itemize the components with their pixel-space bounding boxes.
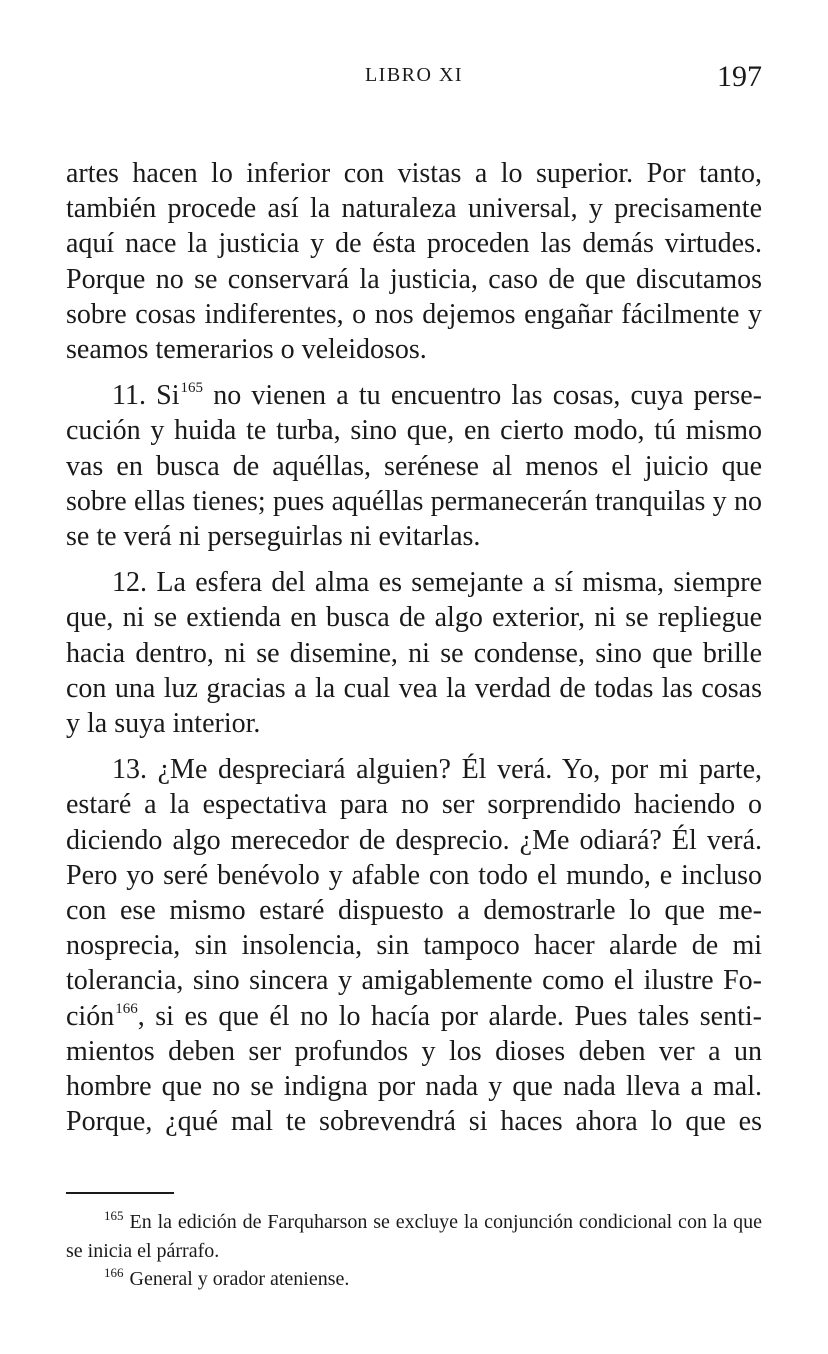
- page-number: 197: [717, 60, 762, 93]
- footnote-number: 165: [104, 1208, 124, 1223]
- main-text: [66, 156, 762, 1139]
- running-head: LIBRO XI: [364, 64, 464, 86]
- paragraph-12: 12. La esfera del alma es semejante a sí misma, siempre que, ni se extienda en busca de algo exterior, ni se repliegue hacia dentro, ni se disemine, ni se condense, sino que brille con una luz gracias a la cual vea la verdad de todas las cosas y la suya interior.: [66, 567, 762, 740]
- paragraph-11-rest: no vienen a tu encuentro las cosas, cuya persecución y huida te turba, sino que, en cierto modo, tú mismo vas en busca de aquéllas, serénese al menos el juicio que sobre ellas tienes; pues aquéllas permanecerán tranquilas y no se te verá ni perseguirlas ni evitarlas.: [66, 380, 762, 553]
- paragraph-13-start: 13. ¿Me despreciará alguien? Él verá. Yo, por mi parte, estaré a la espectativa para no ser sorprendido haciendo o diciendo algo merecedor de desprecio. ¿Me odiará? Él verá. Pero yo seré benévolo y afable con todo el mundo, e incluso con ese mismo estaré dispuesto a demostrarle lo que menosprecia, sin insolencia, sin tampoco hacer alarde de mi tolerancia, sino sincera y amigablemente como el ilustre Foción: [66, 754, 762, 1032]
- footnote-165: [66, 1208, 762, 1265]
- footnote-ref-165: 165: [180, 380, 204, 397]
- page-header: [66, 60, 762, 100]
- footnote-divider: [66, 1192, 174, 1194]
- footnotes: [66, 1208, 762, 1294]
- paragraph-13-rest: , si es que él no lo hacía por alarde. Pues tales sentimientos deben ser profundos y los dioses deben ver a un hombre que no se indigna por nada y que nada lleva a mal. Porque, ¿qué mal te sobrevendrá si haces ahora lo que es: [66, 1000, 762, 1138]
- paragraph-11: [66, 378, 762, 554]
- paragraph-continuation: artes hacen lo inferior con vistas a lo superior. Por tanto, también procede así la naturaleza universal, y precisamente aquí nace la justicia y de ésta proceden las demás virtudes. Porque no se conservará la justicia, caso de que discutamos sobre cosas indiferentes, o nos dejemos engañar fácilmente y seamos temerarios o veleidosos.: [66, 158, 762, 366]
- footnote-number: 166: [104, 1265, 124, 1280]
- paragraph-13: [66, 752, 762, 1139]
- footnote-text: En la edición de Farquharson se excluye la conjunción condicional con la que se inicia el párrafo.: [66, 1211, 762, 1262]
- footnote-166: [66, 1265, 762, 1294]
- footnote-ref-166: 166: [115, 1000, 138, 1017]
- footnote-text: General y orador ateniense.: [129, 1268, 350, 1290]
- paragraph-11-start: 11. Si: [112, 380, 180, 412]
